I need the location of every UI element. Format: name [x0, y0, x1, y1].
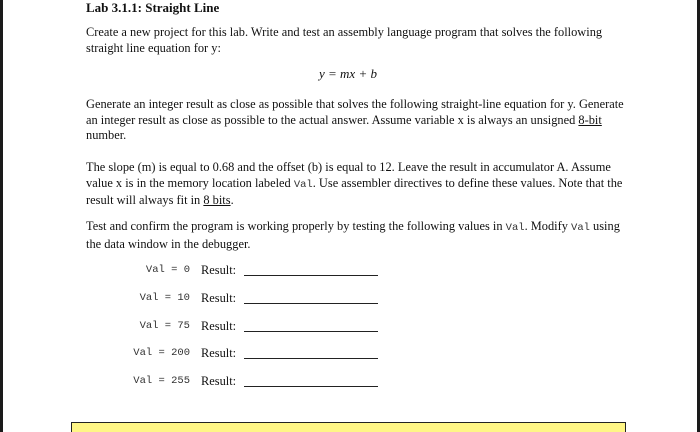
p4-text-after: using the data window in the debugger.: [86, 219, 620, 251]
p4-text-middle: . Modify: [524, 219, 572, 233]
p3-underlined-8-bits: 8 bits: [203, 193, 231, 207]
result-blank-line[interactable]: [244, 303, 378, 304]
answer-box[interactable]: [71, 422, 626, 432]
test-row-val-0: [0, 262, 700, 278]
test-code: Val = 255: [133, 375, 190, 387]
result-label: Result:: [201, 374, 237, 388]
test-code: Val = 75: [139, 320, 190, 332]
result-label: Result:: [201, 263, 237, 277]
p2-underlined-8-bit: 8-bit: [578, 112, 602, 127]
test-row-val-10: [0, 290, 700, 306]
result-label: Result:: [201, 319, 237, 333]
lab-title: Lab 3.1.1: Straight Line: [86, 0, 220, 15]
p4-code-val-2: Val: [571, 222, 590, 234]
p3-text-after: .: [230, 193, 234, 207]
left-border: [0, 0, 3, 432]
p4-text-before: Test and confirm the program is working properly by testing the following values in: [86, 219, 506, 233]
intro-paragraph: Create a new project for this lab. Write and test an assembly language program that solves the following straight line equation for y:: [86, 25, 603, 55]
equation-text: y = mx + b: [319, 66, 377, 81]
test-row-val-75: [0, 318, 700, 334]
p2-text-before: Generate an integer result as close as possible that solves the following straight-line equation for y. Generate an integer result as close as possible to the actual answer. Assume variable x is always an unsigned: [86, 97, 624, 127]
result-blank-line[interactable]: [244, 386, 378, 387]
slope-offset-paragraph: [86, 160, 626, 209]
p4-code-val-1: Val: [505, 222, 525, 234]
test-instructions-paragraph: [86, 219, 626, 252]
result-blank-line[interactable]: [244, 275, 378, 276]
line-equation: [0, 66, 700, 82]
p3-text-before: The slope (m) is equal to 0.68 and the offset (b) is equal to 12. Leave the result in accumulator A. Assume value x is in the memory location labeled: [86, 160, 611, 190]
test-code: Val = 200: [133, 347, 190, 359]
result-label: Result:: [201, 291, 237, 305]
result-label: Result:: [201, 346, 237, 360]
p2-text-after: number.: [86, 128, 127, 142]
test-code: Val = 0: [145, 264, 190, 276]
test-code: Val = 10: [139, 292, 190, 304]
test-row-val-255: [0, 373, 700, 389]
p3-code-val: Val: [293, 178, 313, 191]
test-row-val-200: [0, 345, 700, 361]
integer-result-paragraph: [86, 97, 626, 144]
result-blank-line[interactable]: [244, 358, 378, 359]
p3-text-middle: . Use assembler directives to define these values. Note that the result will always fit in: [86, 175, 623, 207]
result-blank-line[interactable]: [244, 331, 378, 332]
